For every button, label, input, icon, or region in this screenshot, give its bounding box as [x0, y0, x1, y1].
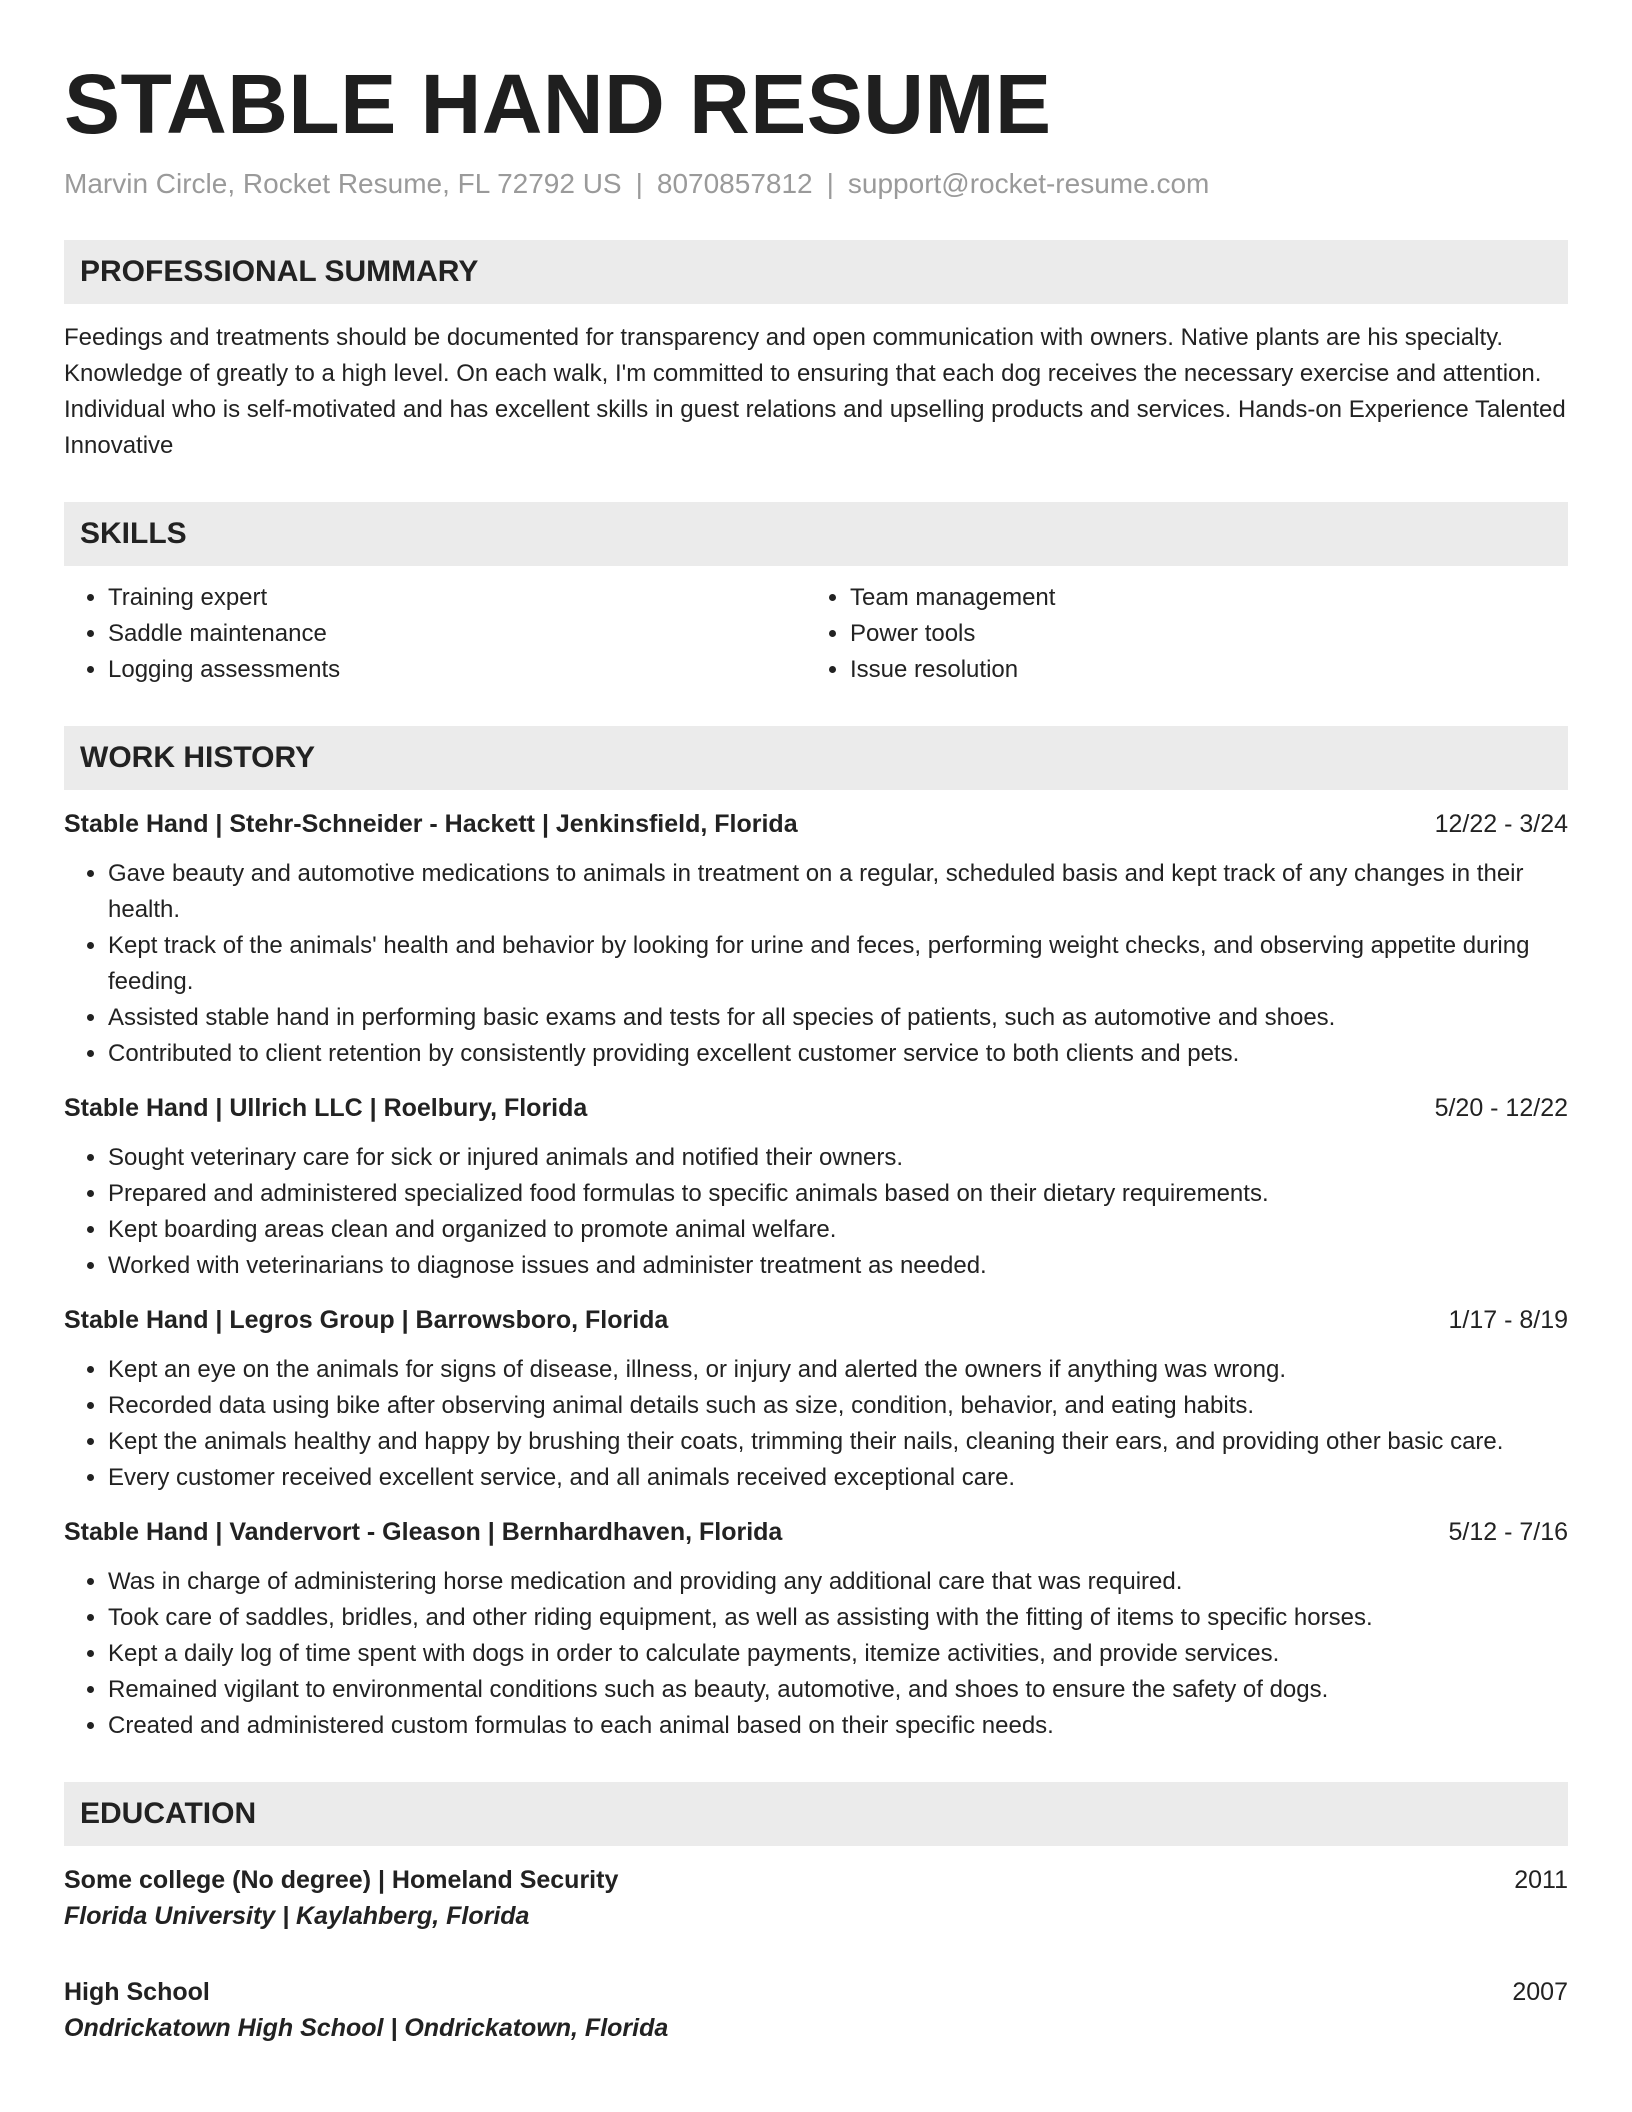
skills-list [64, 580, 1568, 688]
education-degree: High School [64, 1978, 210, 2006]
contact-phone: 8070857812 [656, 168, 813, 199]
education-school: Florida University | Kaylahberg, Florida [64, 1902, 530, 1930]
job-bullet: • Kept boarding areas clean and organized to promote animal welfare. [108, 1212, 1568, 1248]
skill-item: • Training expert [108, 580, 806, 616]
job-bullet: • Gave beauty and automotive medications to animals in treatment on a regular, scheduled basis and kept track of any changes in their health. [108, 856, 1568, 928]
education-degree: Some college (No degree) | Homeland Security [64, 1866, 619, 1894]
job-dates: 5/12 - 7/16 [1448, 1518, 1568, 1546]
job-title: Stable Hand | Legros Group | Barrowsboro, Florida [64, 1306, 669, 1334]
skill-item: • Power tools [850, 616, 1055, 652]
job-bullet: • Sought veterinary care for sick or injured animals and notified their owners. [108, 1140, 1568, 1176]
job-dates: 12/22 - 3/24 [1434, 810, 1568, 838]
job-bullets [64, 1352, 1568, 1496]
education-header [64, 1862, 1568, 1898]
education-heading: EDUCATION [64, 1782, 1568, 1846]
job-bullet: • Took care of saddles, bridles, and other riding equipment, as well as assisting with the fitting of items to specific horses. [108, 1600, 1568, 1636]
job-entry [64, 1514, 1568, 1744]
skills-column-left [64, 580, 806, 688]
job-title: Stable Hand | Ullrich LLC | Roelbury, Florida [64, 1094, 588, 1122]
skills-heading: SKILLS [64, 502, 1568, 566]
job-bullets [64, 1140, 1568, 1284]
job-bullet: • Created and administered custom formulas to each animal based on their specific needs. [108, 1708, 1568, 1744]
job-title: Stable Hand | Stehr-Schneider - Hackett | Jenkinsfield, Florida [64, 810, 798, 838]
job-bullet: • Kept the animals healthy and happy by brushing their coats, trimming their nails, cleaning their ears, and providing other basic care. [108, 1424, 1568, 1460]
education-entry [64, 1974, 1568, 2046]
job-dates: 5/20 - 12/22 [1434, 1094, 1568, 1122]
contact-separator: | [635, 168, 643, 199]
skills-column-right [806, 580, 1055, 688]
skill-item: • Saddle maintenance [108, 616, 806, 652]
job-header [64, 1302, 1568, 1338]
job-bullet: • Was in charge of administering horse medication and providing any additional care that was required. [108, 1564, 1568, 1600]
job-bullets [64, 856, 1568, 1072]
skill-item: • Logging assessments [108, 652, 806, 688]
education-header [64, 1974, 1568, 2010]
job-bullet: • Kept track of the animals' health and behavior by looking for urine and feces, performing weight checks, and observing appetite during feeding. [108, 928, 1568, 1000]
job-title: Stable Hand | Vandervort - Gleason | Bernhardhaven, Florida [64, 1518, 783, 1546]
job-entry [64, 806, 1568, 1072]
education-year: 2007 [1512, 1978, 1568, 2006]
job-bullet: • Remained vigilant to environmental conditions such as beauty, automotive, and shoes to ensure the safety of dogs. [108, 1672, 1568, 1708]
skill-item: • Issue resolution [850, 652, 1055, 688]
work-history-heading: WORK HISTORY [64, 726, 1568, 790]
job-bullet: • Recorded data using bike after observing animal details such as size, condition, behavior, and eating habits. [108, 1388, 1568, 1424]
work-history [64, 806, 1568, 1744]
contact-address: Marvin Circle, Rocket Resume, FL 72792 US [64, 168, 622, 199]
job-header [64, 1514, 1568, 1550]
job-entry [64, 1302, 1568, 1496]
professional-summary-text: Feedings and treatments should be documented for transparency and open communication with owners. Native plants are his specialty. Knowledge of greatly to a high level. On each walk, I'm committed to ensuring that each dog receives the necessary exercise and attention. Individual who is self-motivated and has excellent skills in guest relations and upselling products and services. Hands-on Experience Talented Innovative [64, 324, 1566, 459]
skill-item: • Team management [850, 580, 1055, 616]
professional-summary-heading: PROFESSIONAL SUMMARY [64, 240, 1568, 304]
education-entry [64, 1862, 1568, 1934]
education-list [64, 1862, 1568, 2046]
contact-email: support@rocket-resume.com [847, 168, 1210, 199]
job-header [64, 1090, 1568, 1126]
job-bullet: • Assisted stable hand in performing basic exams and tests for all species of patients, such as automotive and shoes. [108, 1000, 1568, 1036]
job-bullets [64, 1564, 1568, 1744]
job-bullet: • Worked with veterinarians to diagnose issues and administer treatment as needed. [108, 1248, 1568, 1284]
job-dates: 1/17 - 8/19 [1448, 1306, 1568, 1334]
job-bullet: • Contributed to client retention by consistently providing excellent customer service to both clients and pets. [108, 1036, 1568, 1072]
education-year: 2011 [1514, 1866, 1568, 1894]
job-header [64, 806, 1568, 842]
resume-title: STABLE HAND RESUME [64, 57, 1052, 151]
job-bullet: • Kept an eye on the animals for signs of disease, illness, or injury and alerted the owners if anything was wrong. [108, 1352, 1568, 1388]
education-school: Ondrickatown High School | Ondrickatown, Florida [64, 2014, 669, 2042]
job-bullet: • Kept a daily log of time spent with dogs in order to calculate payments, itemize activities, and provide services. [108, 1636, 1568, 1672]
contact-line [64, 166, 1568, 202]
job-entry [64, 1090, 1568, 1284]
contact-separator: | [826, 168, 834, 199]
job-bullet: • Every customer received excellent service, and all animals received exceptional care. [108, 1460, 1568, 1496]
job-bullet: • Prepared and administered specialized food formulas to specific animals based on their dietary requirements. [108, 1176, 1568, 1212]
